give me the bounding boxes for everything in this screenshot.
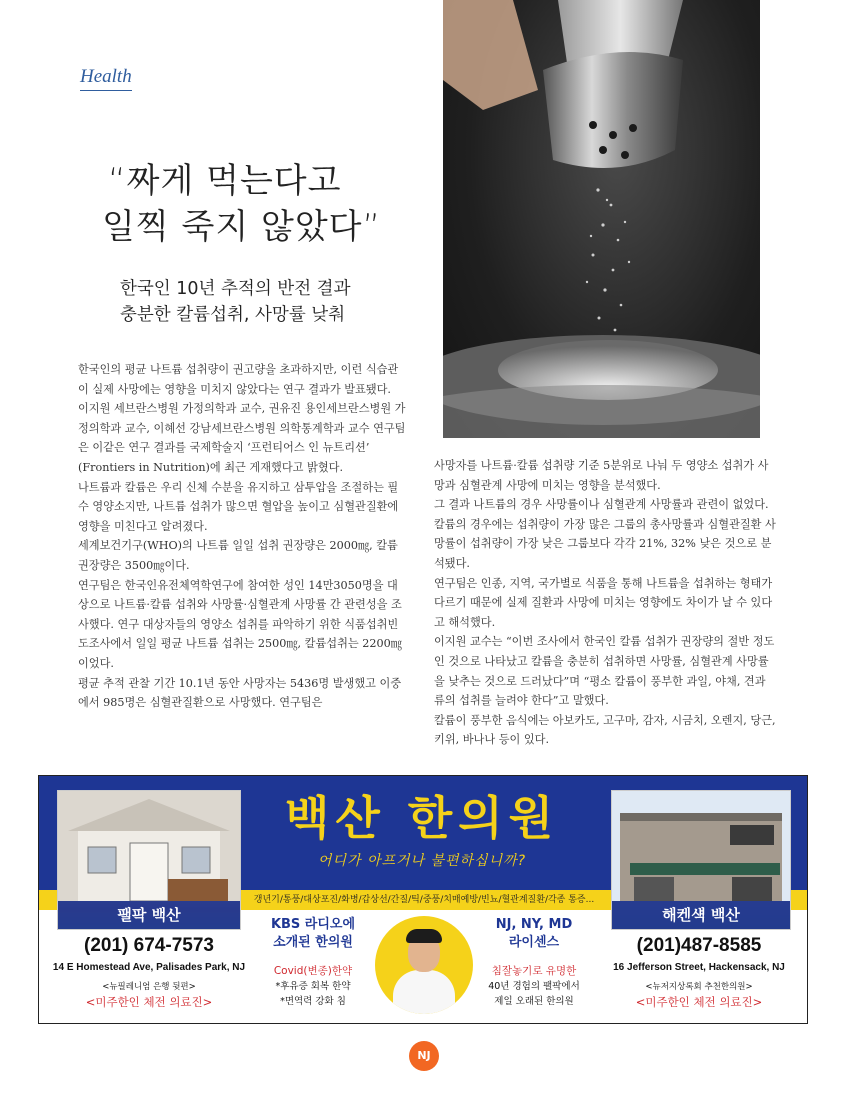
- hackensack-address: 16 Jefferson Street, Hackensack, NJ: [613, 962, 785, 973]
- salt-shaker-photo: [443, 0, 760, 438]
- paragraph: 한국인의 평균 나트륨 섭취량이 권고량을 초과하지만, 이런 식습관이 실제 사망에는 영향을 미치지 않았다는 연구 결과가 발표됐다.: [78, 363, 399, 396]
- license-info: [475, 916, 593, 952]
- paragraph: 연구팀은 인종, 지역, 국가별로 식품을 통해 나트륨을 섭취하는 형태가 다르기 때문에 실제 질환과 사망에 미치는 영향에도 차이가 날 수 있다고 해석했다.: [434, 576, 773, 629]
- experience-line-1: 40년 경험의 팰팍에서: [488, 981, 580, 992]
- article-column-right: [434, 456, 776, 750]
- famous-line: 침잘놓기로 유명한: [491, 965, 577, 977]
- paragraph: 이지원 교수는 “이번 조사에서 한국인 칼륨 섭취가 권장량의 절반 정도인 것으로 나타났고 칼륨을 충분히 섭취하면 사망률, 심혈관계 사망률을 낮추는 것으로 드러났다”며 “평소 칼륨이 풍부한 과일, 야채, 견과류의 섭취를 늘려야 한다”고 말했다.: [434, 635, 775, 708]
- hackensack-slogan: <미주한인 체전 의료진>: [635, 995, 763, 1009]
- hackensack-location-label: 해켄섁 백산: [612, 901, 790, 929]
- palisades-slogan: <미주한인 체전 의료진>: [85, 995, 213, 1009]
- palisades-note: <뉴필레니엄 은행 뒷편>: [102, 982, 196, 992]
- subhead-line-2: 충분한 칼륨섭취, 사망률 낮춰: [120, 305, 346, 325]
- headline-line-1: “짜게 먹는다고: [108, 161, 342, 201]
- palisades-clinic-photo: [57, 790, 241, 930]
- doctor-coat: [393, 970, 455, 1014]
- paragraph: 평균 추적 관찰 기간 10.1년 동안 사망자는 5436명 발생했고 이중에서 985명은 심혈관질환으로 사망했다. 연구팀은: [78, 676, 402, 710]
- paragraph: 그 결과 나트륨의 경우 사망률이나 심혈관계 사망률과 관련이 없었다. 칼륨의 경우에는 섭취량이 가장 많은 그룹의 총사망률과 심혈관질환 사망률이 섭취량이 가장 낮은 그룹보다 각각 21%, 32% 낮은 것으로 분석됐다.: [434, 498, 776, 570]
- kbs-line-2: 소개된 한의원: [273, 935, 353, 950]
- covid-treatment: [253, 964, 373, 1009]
- kbs-mention: [253, 916, 373, 952]
- paragraph: 이지원 세브란스병원 가정의학과 교수, 권유진 용인세브란스병원 가정의학과 교수, 이혜선 강남세브란스병원 의학통계학과 교수 연구팀은 이같은 연구 결과를 국제학술지 ‘프런티어스 인 뉴트리션’ (Frontiers in Nutrition)에 최근 게재했다고 밝혔다.: [78, 402, 406, 474]
- paragraph: 사망자를 나트륨·칼륨 섭취량 기준 5분위로 나눠 두 영양소 섭취가 사망과 심혈관계 사망에 미치는 영향을 분석했다.: [434, 459, 769, 492]
- kbs-line-1: KBS 라디오에: [270, 917, 356, 932]
- palisades-phone[interactable]: (201) 674-7573: [84, 935, 214, 956]
- ad-clinic-name: 백산 한의원: [284, 791, 560, 845]
- palisades-address: 14 E Homestead Ave, Palisades Park, NJ: [52, 962, 246, 973]
- hackensack-phone[interactable]: (201)487-8585: [636, 935, 762, 956]
- doctor-hair: [406, 929, 442, 943]
- house-illustration: [58, 791, 240, 901]
- covid-item-2: *면역력 강화 침: [280, 996, 346, 1007]
- headline: [102, 158, 428, 250]
- doctor-portrait: [375, 916, 473, 1014]
- license-line-2: 라이센스: [508, 935, 560, 950]
- building-illustration: [612, 791, 790, 901]
- clinic-advertisement[interactable]: [38, 775, 808, 1024]
- salt-shaker-illustration: [443, 0, 760, 438]
- palisades-location-label: 팰팍 백산: [58, 901, 240, 929]
- subhead: [120, 276, 420, 328]
- page-region-badge: NJ: [409, 1041, 439, 1071]
- paragraph: 나트륨과 칼륨은 우리 신체 수분을 유지하고 삼투압을 조절하는 필수 영양소지만, 나트륨 섭취가 많으면 혈압을 높이고 심혈관질환에 영향을 미친다고 알려졌다.: [78, 480, 399, 533]
- ad-services-list: 갱년기/통풍/대상포진/화병/갑상선/간질/틱/중풍/치매예방/빈뇨/혈관계질환/각종 통증...: [253, 895, 595, 905]
- paragraph: 칼륨이 풍부한 음식에는 아보카도, 고구마, 감자, 시금치, 오렌지, 당근, 키위, 바나나 등이 있다.: [434, 713, 776, 747]
- headline-line-2: 일찍 죽지 않았다”: [102, 207, 382, 247]
- ad-tagline: 어디가 아프거나 불편하십니까?: [317, 853, 527, 869]
- paragraph: 세계보건기구(WHO)의 나트륨 일일 섭취 권장량은 2000㎎, 칼륨 권장량은 3500㎎이다.: [78, 539, 398, 572]
- section-label: Health: [80, 66, 132, 91]
- experience-info: [475, 964, 593, 1009]
- article-column-left: [78, 360, 408, 713]
- subhead-line-1: 한국인 10년 추적의 반전 결과: [120, 279, 351, 299]
- license-line-1: NJ, NY, MD: [495, 917, 573, 932]
- experience-line-2: 제일 오래된 한의원: [494, 996, 574, 1007]
- covid-line: Covid(변종)한약: [273, 965, 353, 977]
- hackensack-note: <뉴저지상록회 추천한의원>: [645, 982, 753, 992]
- paragraph: 연구팀은 한국인유전체역학연구에 참여한 성인 14만3050명을 대상으로 나트륨·칼륨 섭취와 사망률·심혈관계 사망률 간 관련성을 조사했다. 연구 대상자들의 영양소 섭취를 파악하기 위한 식품섭취빈도조사에서 일일 평균 나트륨 섭취는 2500㎎, 칼륨섭취는 2200㎎이었다.: [78, 578, 402, 670]
- covid-item-1: *후유증 회복 한약: [275, 981, 351, 992]
- hackensack-clinic-photo: [611, 790, 791, 930]
